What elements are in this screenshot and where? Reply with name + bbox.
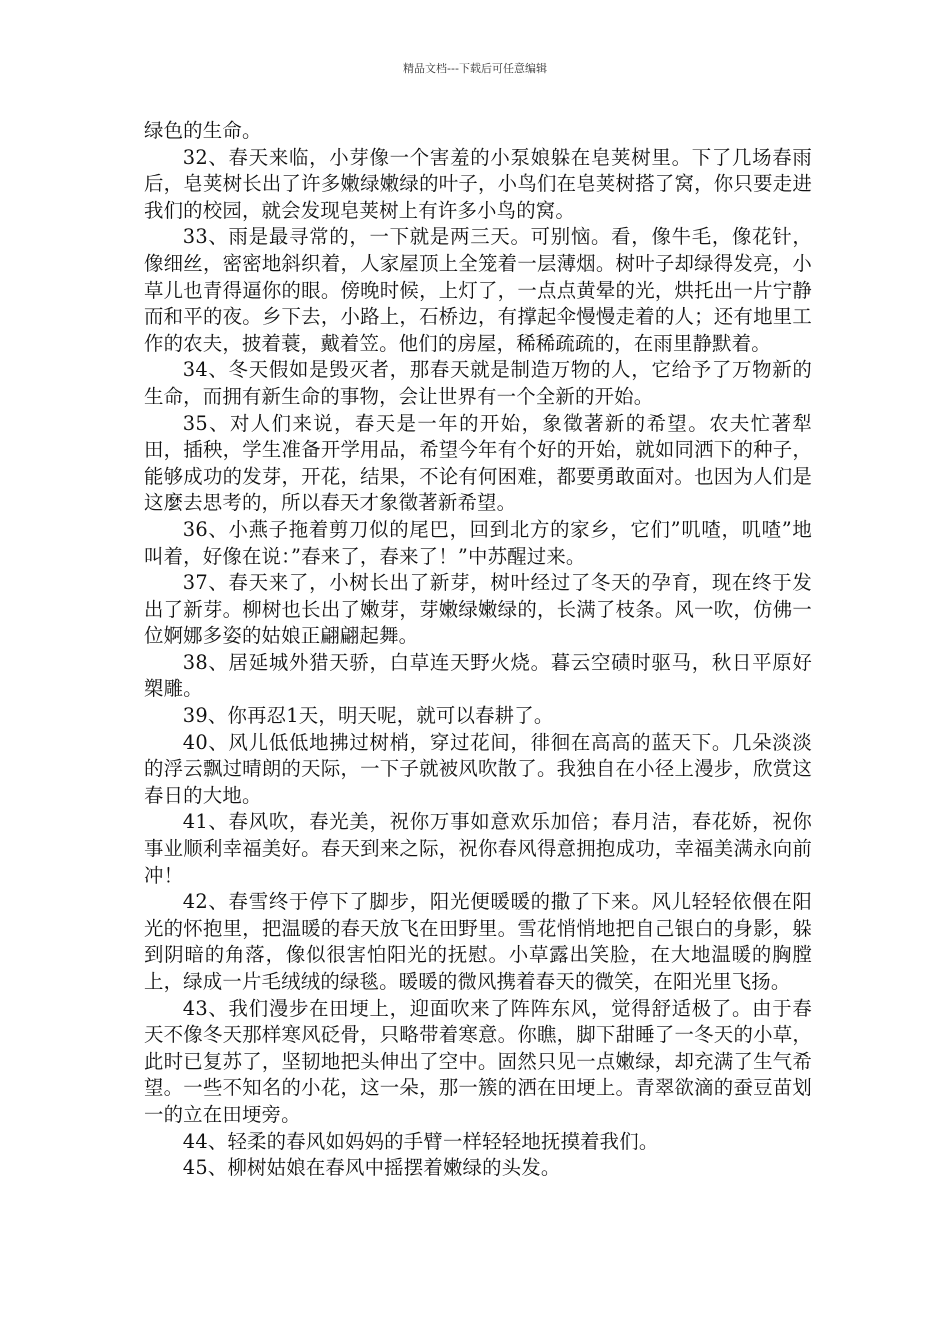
- paragraph-43: 43、我们漫步在田埂上，迎面吹来了阵阵东风，觉得舒适极了。由于春天不像冬天那样寒风砭骨，只略带着寒意。你瞧，脚下甜睡了一冬天的小草，此时已复苏了，坚韧地把头伸出了空中。固然只见一点嫩绿，却充满了生气希望。一些不知名的小花，这一朵，那一簇的洒在田埂上。青翠欲滴的蚕豆苗划一的立在田埂旁。: [144, 996, 812, 1126]
- paragraph-39: 39、你再忍1天，明天呢，就可以春耕了。: [182, 704, 554, 728]
- paragraph-36: 36、小燕子拖着剪刀似的尾巴，回到北方的家乡，它们”叽喳，叽喳”地叫着，好像在说：”春来了，春来了！”中苏醒过来。: [144, 517, 812, 568]
- paragraph-40: 40、风儿低低地拂过树梢，穿过花间，徘徊在高高的蓝天下。几朵淡淡的浮云飘过晴朗的天际，一下子就被风吹散了。我独自在小径上漫步，欣赏这春日的大地。: [144, 730, 812, 807]
- document-body: [144, 118, 812, 1182]
- paragraph-44: 44、轻柔的春风如妈妈的手臂一样轻轻地抚摸着我们。: [182, 1129, 659, 1153]
- page-header: 精品文档---下载后可任意编辑: [403, 62, 547, 75]
- paragraph-42: 42、春雪终于停下了脚步，阳光便暖暖的撒了下来。风儿轻轻依偎在阳光的怀抱里，把温暖的春天放飞在田野里。雪花悄悄地把自己银白的身影，躲到阴暗的角落，像似很害怕阳光的抚慰。小草露出笑脸，在大地温暖的胸膛上，绿成一片毛绒绒的绿毯。暖暖的微风携着春天的微笑，在阳光里飞扬。: [144, 890, 812, 993]
- paragraph-45: 45、柳树姑娘在春风中摇摆着嫩绿的头发。: [182, 1156, 561, 1180]
- paragraph-38: 38、居延城外猎天骄，白草连天野火烧。暮云空碛时驱马，秋日平原好槊雕。: [144, 650, 812, 701]
- paragraph-37: 37、春天来了，小树长出了新芽，树叶经过了冬天的孕育，现在终于发出了新芽。柳树也长出了嫩芽，芽嫩绿嫩绿的，长满了枝条。风一吹，仿佛一位婀娜多姿的姑娘正翩翩起舞。: [144, 571, 812, 648]
- paragraph-41: 41、春风吹，春光美，祝你万事如意欢乐加倍；春月洁，春花娇，祝你事业顺利幸福美好。春天到来之际，祝你春风得意拥抱成功，幸福美满永向前冲！: [144, 810, 812, 887]
- paragraph-35: 35、对人们来说，春天是一年的开始，象徵著新的希望。农夫忙著犁田，插秧，学生准备开学用品，希望今年有个好的开始，就如同洒下的种子，能够成功的发芽，开花，结果，不论有何困难，都要勇敢面对。也因为人们是这麼去思考的，所以春天才象徵著新希望。: [144, 411, 812, 515]
- paragraph-34: 34、冬天假如是毁灭者，那春天就是制造万物的人，它给予了万物新的生命，而拥有新生命的事物，会让世界有一个全新的开始。: [144, 358, 812, 408]
- paragraph-33: 33、雨是最寻常的，一下就是两三天。可别恼。看，像牛毛，像花针，像细丝，密密地斜织着，人家屋顶上全笼着一层薄烟。树叶子却绿得发亮，小草儿也青得逼你的眼。傍晚时候，上灯了，一点点黄晕的光，烘托出一片宁静而和平的夜。乡下去，小路上，石桥边，有撑起伞慢慢走着的人；还有地里工作的农夫，披着蓑，戴着笠。他们的房屋，稀稀疏疏的，在雨里静默着。: [144, 225, 812, 355]
- paragraph-continuation: 绿色的生命。: [144, 119, 262, 142]
- paragraph-32: 32、春天来临，小芽像一个害羞的小泵娘躲在皂荚树里。下了几场春雨后，皂荚树长出了许多嫩绿嫩绿的叶子，小鸟们在皂荚树搭了窝，你只要走进我们的校园，就会发现皂荚树上有许多小鸟的窝。: [144, 145, 812, 222]
